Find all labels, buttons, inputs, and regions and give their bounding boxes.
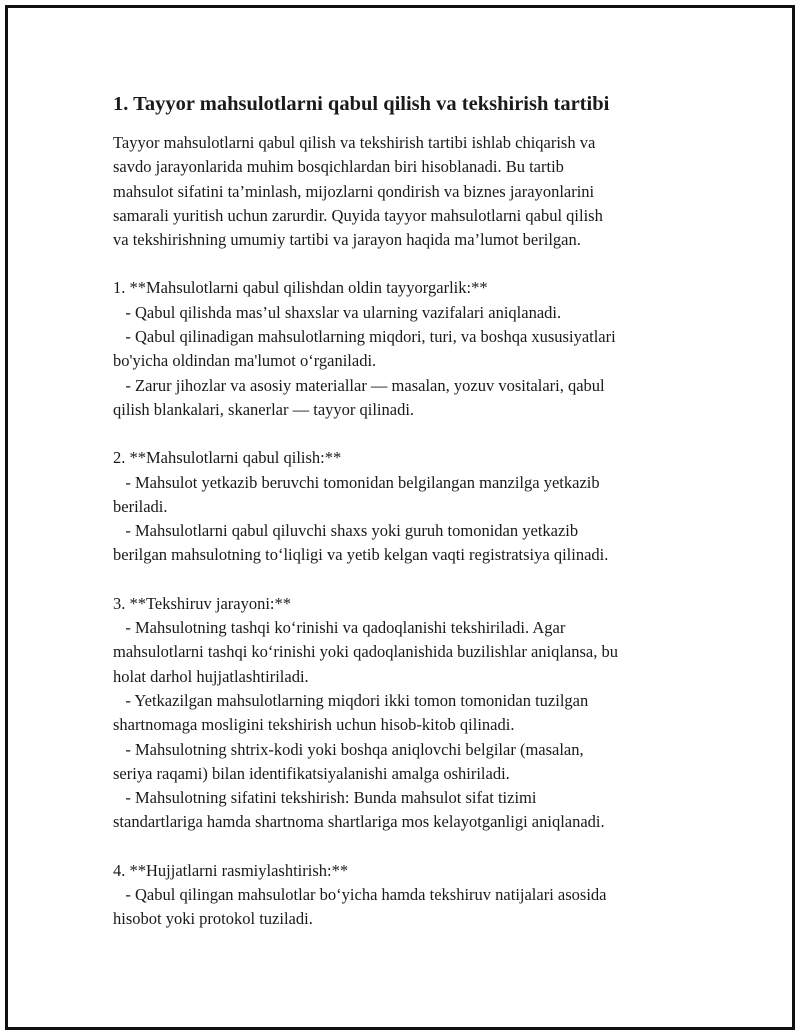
section-3 xyxy=(113,592,688,835)
list-item: - Yetkazilgan mahsulotlarning miqdori ikki tomon tomonidan tuzilgan shartnomaga mosligini tekshirish uchun hisob-kitob qilinadi. xyxy=(113,690,589,735)
list-item: - Qabul qilishda mas’ul shaxslar va ularning vazifalari aniqlanadi. xyxy=(113,302,562,322)
section-2 xyxy=(113,446,688,567)
section-heading: 1. **Mahsulotlarni qabul qilishdan oldin tayyorgarlik:** xyxy=(113,278,488,298)
list-item: - Mahsulotning tashqi ko‘rinishi va qadoqlanishi tekshiriladi. Agar mahsulotlarni tashqi ko‘rinishi yoki qadoqlanishida buzilishlar aniqlansa, bu holat darhol hujjatlashtiriladi. xyxy=(113,618,618,686)
list-item: - Qabul qilinadigan mahsulotlarning miqdori, turi, va boshqa xususiyatlari bo'yicha oldindan ma'lumot o‘rganiladi. xyxy=(113,327,616,371)
section-heading: 2. **Mahsulotlarni qabul qilish:** xyxy=(113,448,342,468)
list-item: - Mahsulotlarni qabul qiluvchi shaxs yoki guruh tomonidan yetkazib berilgan mahsulotning to‘liqligi va yetib kelgan vaqti registratsiya qilinadi. xyxy=(113,521,609,565)
list-item: - Mahsulotning shtrix-kodi yoki boshqa aniqlovchi belgilar (masalan, seriya raqami) bilan identifikatsiyalanishi amalga oshiriladi. xyxy=(113,739,584,783)
section-1 xyxy=(113,276,688,422)
list-item: - Mahsulot yetkazib beruvchi tomonidan belgilangan manzilga yetkazib beriladi. xyxy=(113,472,600,516)
sections-container xyxy=(113,276,688,931)
section-4 xyxy=(113,859,688,932)
list-item: - Mahsulotning sifatini tekshirish: Bunda mahsulot sifat tizimi standartlariga hamda shartnoma shartlariga mos kelayotganligi aniqlanadi. xyxy=(113,788,605,832)
section-heading: 3. **Tekshiruv jarayoni:** xyxy=(113,593,292,613)
section-heading: 4. **Hujjatlarni rasmiylashtirish:** xyxy=(113,860,349,880)
list-item: - Zarur jihozlar va asosiy materiallar — masalan, yozuv vositalari, qabul qilish blankalari, skanerlar — tayyor qilinadi. xyxy=(113,375,605,419)
document-title: 1. Tayyor mahsulotlarni qabul qilish va tekshirish tartibi xyxy=(113,93,610,115)
document-body xyxy=(113,90,688,932)
list-item: - Qabul qilingan mahsulotlar bo‘yicha hamda tekshiruv natijalari asosida hisobot yoki protokol tuziladi. xyxy=(113,885,607,929)
intro-paragraph: Tayyor mahsulotlarni qabul qilish va tekshirish tartibi ishlab chiqarish va savdo jarayonlarida muhim bosqichlardan biri hisoblanadi. Bu tartib mahsulot sifatini ta’minlash, mijozlarni qondirish va biznes jarayonlarini samarali yuritish uchun zarurdir. Quyida tayyor mahsulotlarni qabul qilish va tekshirishning umumiy tartibi va jarayon haqida ma’lumot berilgan. xyxy=(113,133,603,250)
